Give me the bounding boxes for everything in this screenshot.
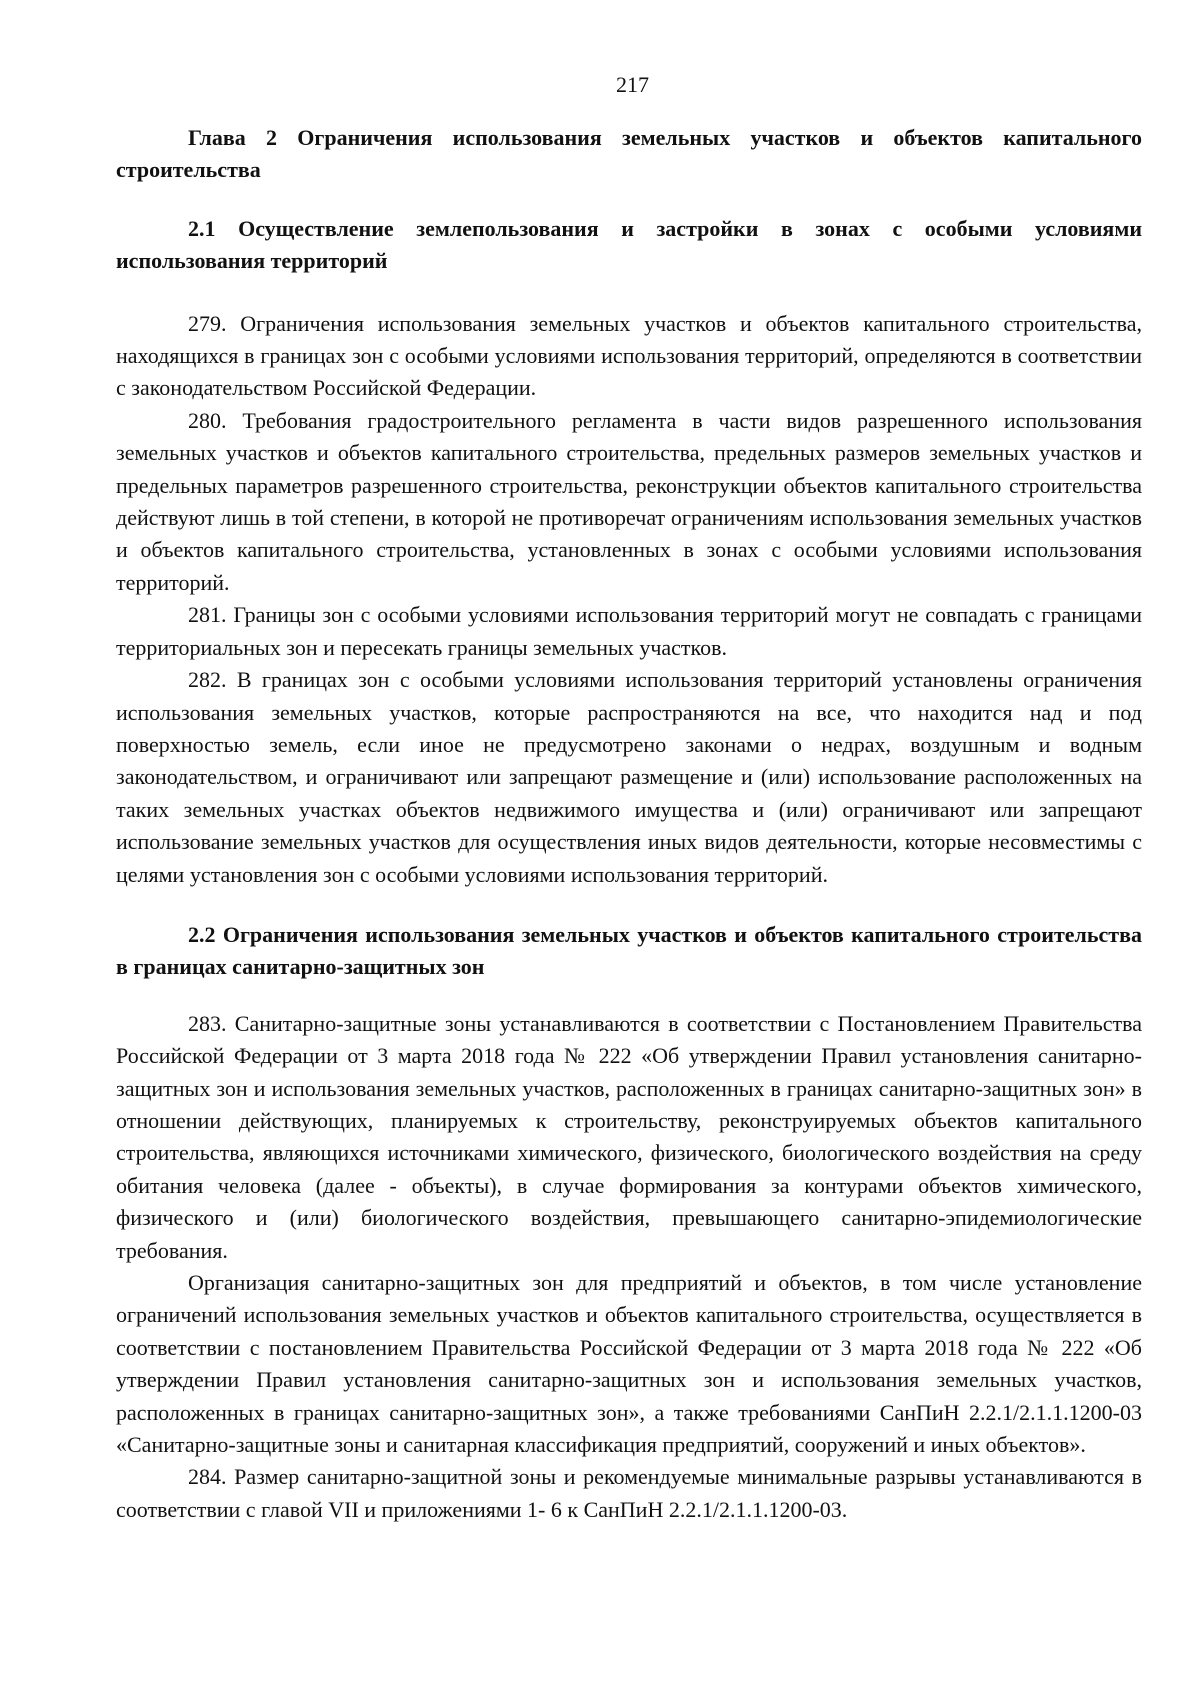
paragraph-organization: Организация санитарно-защитных зон для предприятий и объектов, в том числе установление ограничений использования земельных участков и объектов капитального строительства, осуществляется в соответствии с постановлением Правительства Российской Федерации от 3 марта 2018 года № 222 «Об утверждении Правил установления санитарно-защитных зон и использования земельных участков, расположенных в границах санитарно-защитных зон», а также требованиями СанПиН 2.2.1/2.1.1.1200-03 «Санитарно-защитные зоны и санитарная классификация предприятий, сооружений и иных объектов».	[116, 1270, 1142, 1458]
page-number: 217	[616, 72, 649, 97]
paragraph-284: 284. Размер санитарно-защитной зоны и рекомендуемые минимальные разрывы устанавливаются в соответствии с главой VII и приложениями 1- 6 к СанПиН 2.2.1/2.1.1.1200-03.	[116, 1464, 1142, 1522]
paragraph-283: 283. Санитарно-защитные зоны устанавливаются в соответствии с Постановлением Правительства Российской Федерации от 3 марта 2018 года № 222 «Об утверждении Правил установления санитарно-защитных зон и использования земельных участков, расположенных в границах санитарно-защитных зон» в отношении действующих, планируемых к строительству, реконструируемых объектов капитального строительства, являющихся источниками химического, физического, биологического воздействия на среду обитания человека (далее - объекты), в случае формирования за контурами объектов химического, физического и (или) биологического воздействия, превышающего санитарно-эпидемиологические требования.	[116, 1010, 1142, 1263]
paragraph-282: 282. В границах зон с особыми условиями использования территорий установлены ограничения использования земельных участков, которые распространяются на все, что находится над и под поверхностью земель, если иное не предусмотрено законами о недрах, воздушным и водным законодательством, и ограничивают или запрещают размещение и (или) использование расположенных на таких земельных участках объектов недвижимого имущества и (или) ограничивают или запрещают использование земельных участков для осуществления иных видов деятельности, которые несовместимы с целями установления зон с особыми условиями использования территорий.	[116, 667, 1142, 887]
chapter-heading: Глава 2 Ограничения использования земельных участков и объектов капитального строительства	[116, 125, 1142, 183]
section-2-2-heading: 2.2 Ограничения использования земельных участков и объектов капитального строительства в границах санитарно-защитных зон	[116, 921, 1142, 980]
paragraph-281: 281. Границы зон с особыми условиями использования территорий могут не совпадать с границами территориальных зон и пересекать границы земельных участков.	[116, 602, 1142, 660]
paragraph-279: 279. Ограничения использования земельных участков и объектов капитального строительства, находящихся в границах зон с особыми условиями использования территорий, определяются в соответствии с законодательством Российской Федерации.	[116, 310, 1142, 401]
paragraph-280: 280. Требования градостроительного регламента в части видов разрешенного использования земельных участков и объектов капитального строительства, предельных размеров земельных участков и предельных параметров разрешенного строительства, реконструкции объектов капитального строительства действуют лишь в той степени, в которой не противоречат ограничениям использования земельных участков и объектов капитального строительства, установленных в зонах с особыми условиями использования территорий.	[116, 407, 1142, 595]
page-content	[116, 122, 1142, 1526]
section-2-1-heading: 2.1 Осуществление землепользования и застройки в зонах с особыми условиями использования территорий	[116, 215, 1142, 274]
